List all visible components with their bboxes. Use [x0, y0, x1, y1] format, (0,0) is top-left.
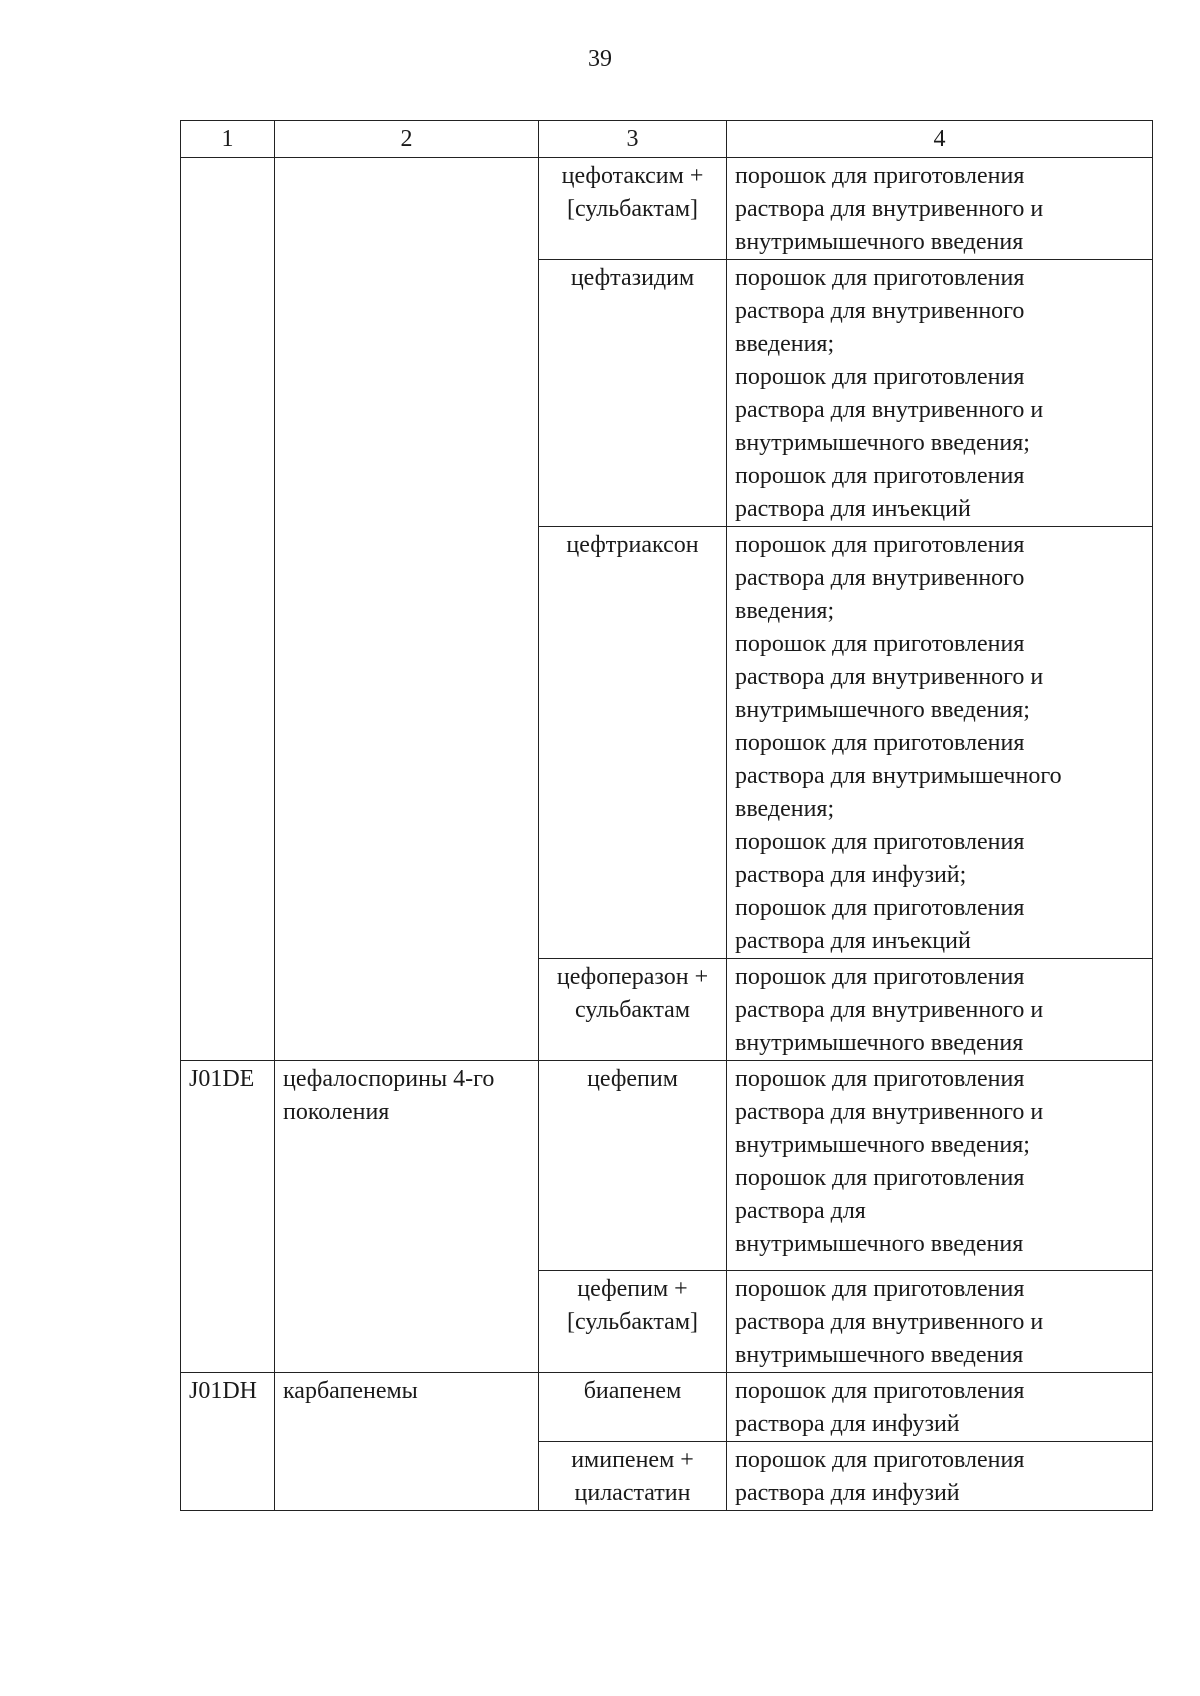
drug-name-cell: цефоперазон + сульбактам — [539, 959, 727, 1061]
drug-name-cell: имипенем + циластатин — [539, 1442, 727, 1511]
drug-name-cell: цефтриаксон — [539, 527, 727, 959]
table-row — [181, 1373, 1153, 1442]
header-row — [181, 121, 1153, 158]
header-col-4: 4 — [727, 121, 1153, 158]
dosage-form-cell: порошок для приготовления раствора для внутривенного и внутримышечного введения; порошок для приготовления раствора для внутримышечного введения — [727, 1061, 1153, 1271]
atc-code-cell: J01DH — [181, 1373, 275, 1511]
dosage-form-cell: порошок для приготовления раствора для внутривенного и внутримышечного введения — [727, 158, 1153, 260]
group-name-cell: карбапенемы — [275, 1373, 539, 1511]
group-name-cell: цефалоспорины 4-го поколения — [275, 1061, 539, 1373]
group-name-cell — [275, 158, 539, 1061]
table-row — [181, 1061, 1153, 1271]
dosage-form-cell: порошок для приготовления раствора для внутривенного и внутримышечного введения — [727, 1271, 1153, 1373]
dosage-form-cell: порошок для приготовления раствора для внутривенного введения; порошок для приготовления раствора для внутривенного и внутримышечного введения; порошок для приготовления раствора для внутримышечного введения; порошок для приготовления раствора для инфузий; порошок для приготовления раствора для инъекций — [727, 527, 1153, 959]
page-number: 39 — [588, 46, 612, 72]
drug-name-cell: цефепим + [сульбактам] — [539, 1271, 727, 1373]
atc-code-cell: J01DE — [181, 1061, 275, 1373]
dosage-form-cell: порошок для приготовления раствора для внутривенного и внутримышечного введения — [727, 959, 1153, 1061]
drug-name-cell: цефотаксим + [сульбактам] — [539, 158, 727, 260]
header-col-3: 3 — [539, 121, 727, 158]
header-col-2: 2 — [275, 121, 539, 158]
drug-table — [180, 120, 1153, 1511]
drug-name-cell: биапенем — [539, 1373, 727, 1442]
drug-name-cell: цефтазидим — [539, 260, 727, 527]
drug-name-cell: цефепим — [539, 1061, 727, 1271]
dosage-form-cell: порошок для приготовления раствора для инфузий — [727, 1442, 1153, 1511]
header-col-1: 1 — [181, 121, 275, 158]
atc-code-cell — [181, 158, 275, 1061]
dosage-form-cell: порошок для приготовления раствора для внутривенного введения; порошок для приготовления раствора для внутривенного и внутримышечного введения; порошок для приготовления раствора для инъекций — [727, 260, 1153, 527]
dosage-form-cell: порошок для приготовления раствора для инфузий — [727, 1373, 1153, 1442]
table-row — [181, 158, 1153, 260]
